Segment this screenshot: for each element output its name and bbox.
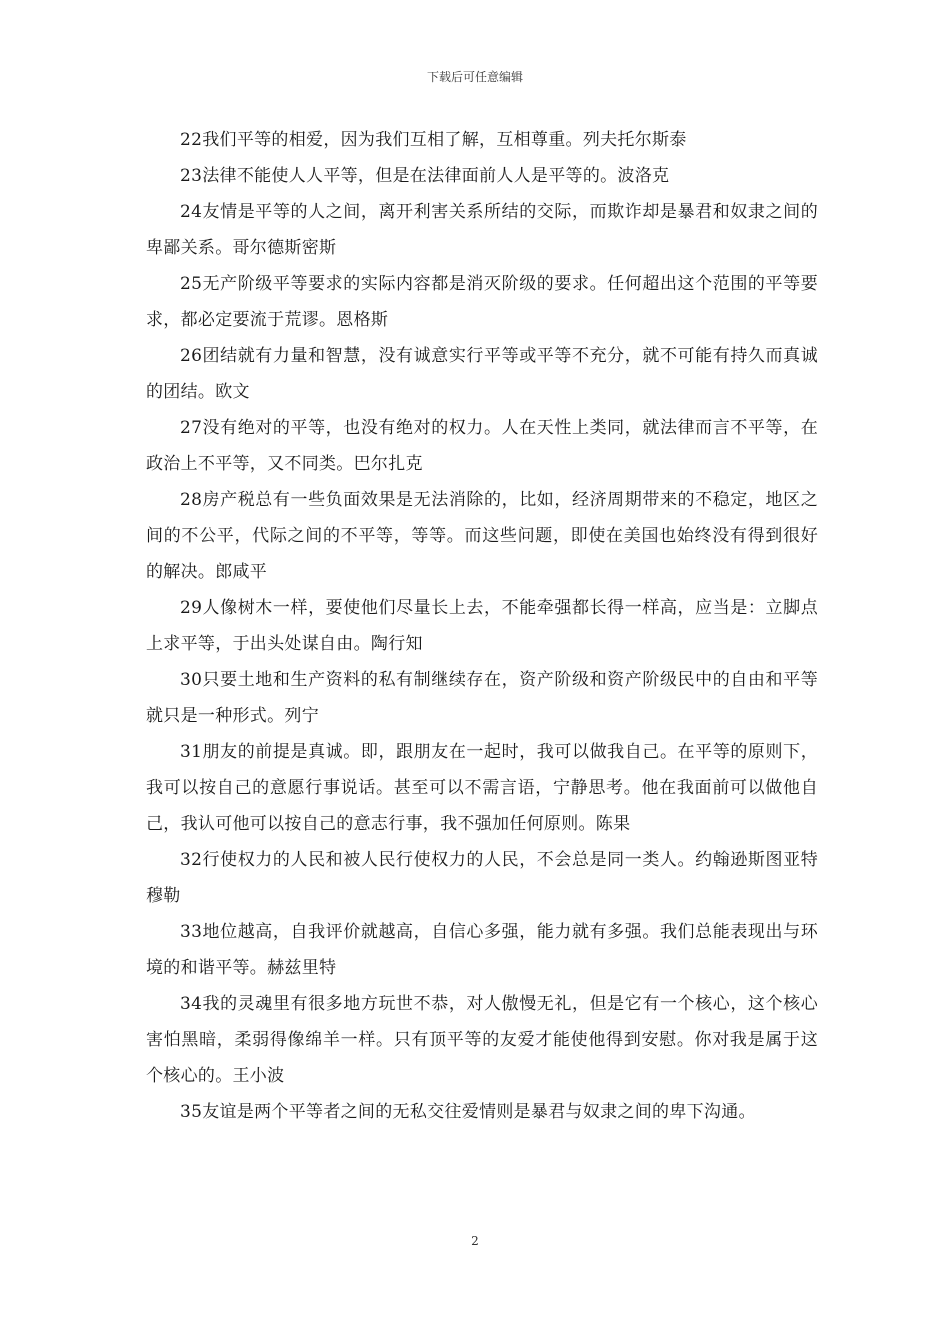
page-number: 2	[471, 1234, 479, 1248]
quote-paragraph: 23法律不能使人人平等，但是在法律面前人人是平等的。波洛克	[180, 166, 670, 186]
quote-paragraph: 32行使权力的人民和被人民行使权力的人民，不会总是同一类人。约翰逊斯图亚特穆勒	[146, 850, 818, 906]
page-header: 下载后可任意编辑	[426, 70, 523, 84]
quote-paragraph: 29人像树木一样，要使他们尽量长上去，不能牵强都长得一样高，应当是：立脚点上求平等，于出头处谋自由。陶行知	[146, 598, 818, 654]
quote-paragraph: 28房产税总有一些负面效果是无法消除的，比如，经济周期带来的不稳定，地区之间的不公平，代际之间的不平等，等等。而这些问题，即使在美国也始终没有得到很好的解决。郎咸平	[146, 490, 818, 582]
quote-paragraph: 35友谊是两个平等者之间的无私交往爱情则是暴君与奴隶之间的卑下沟通。	[180, 1102, 756, 1122]
quote-paragraph: 22我们平等的相爱，因为我们互相了解，互相尊重。列夫托尔斯泰	[180, 130, 687, 150]
quote-paragraph: 33地位越高，自我评价就越高，自信心多强，能力就有多强。我们总能表现出与环境的和谐平等。赫兹里特	[146, 922, 818, 978]
document-body	[146, 122, 818, 1130]
quote-paragraph: 27没有绝对的平等，也没有绝对的权力。人在天性上类同，就法律而言不平等，在政治上不平等，又不同类。巴尔扎克	[146, 418, 818, 474]
quote-paragraph: 31朋友的前提是真诚。即，跟朋友在一起时，我可以做我自己。在平等的原则下，我可以按自己的意愿行事说话。甚至可以不需言语，宁静思考。他在我面前可以做他自己，我认可他可以按自己的意志行事，我不强加任何原则。陈果	[146, 742, 818, 834]
quote-paragraph: 34我的灵魂里有很多地方玩世不恭，对人傲慢无礼，但是它有一个核心，这个核心害怕黑暗，柔弱得像绵羊一样。只有顶平等的友爱才能使他得到安慰。你对我是属于这个核心的。王小波	[146, 994, 818, 1086]
quote-paragraph: 24友情是平等的人之间，离开利害关系所结的交际，而欺诈却是暴君和奴隶之间的卑鄙关系。哥尔德斯密斯	[146, 202, 818, 258]
quote-paragraph: 30只要土地和生产资料的私有制继续存在，资产阶级和资产阶级民中的自由和平等就只是一种形式。列宁	[146, 670, 818, 726]
quote-paragraph: 26团结就有力量和智慧，没有诚意实行平等或平等不充分，就不可能有持久而真诚的团结。欧文	[146, 346, 818, 402]
quote-paragraph: 25无产阶级平等要求的实际内容都是消灭阶级的要求。任何超出这个范围的平等要求，都必定要流于荒谬。恩格斯	[146, 274, 818, 330]
